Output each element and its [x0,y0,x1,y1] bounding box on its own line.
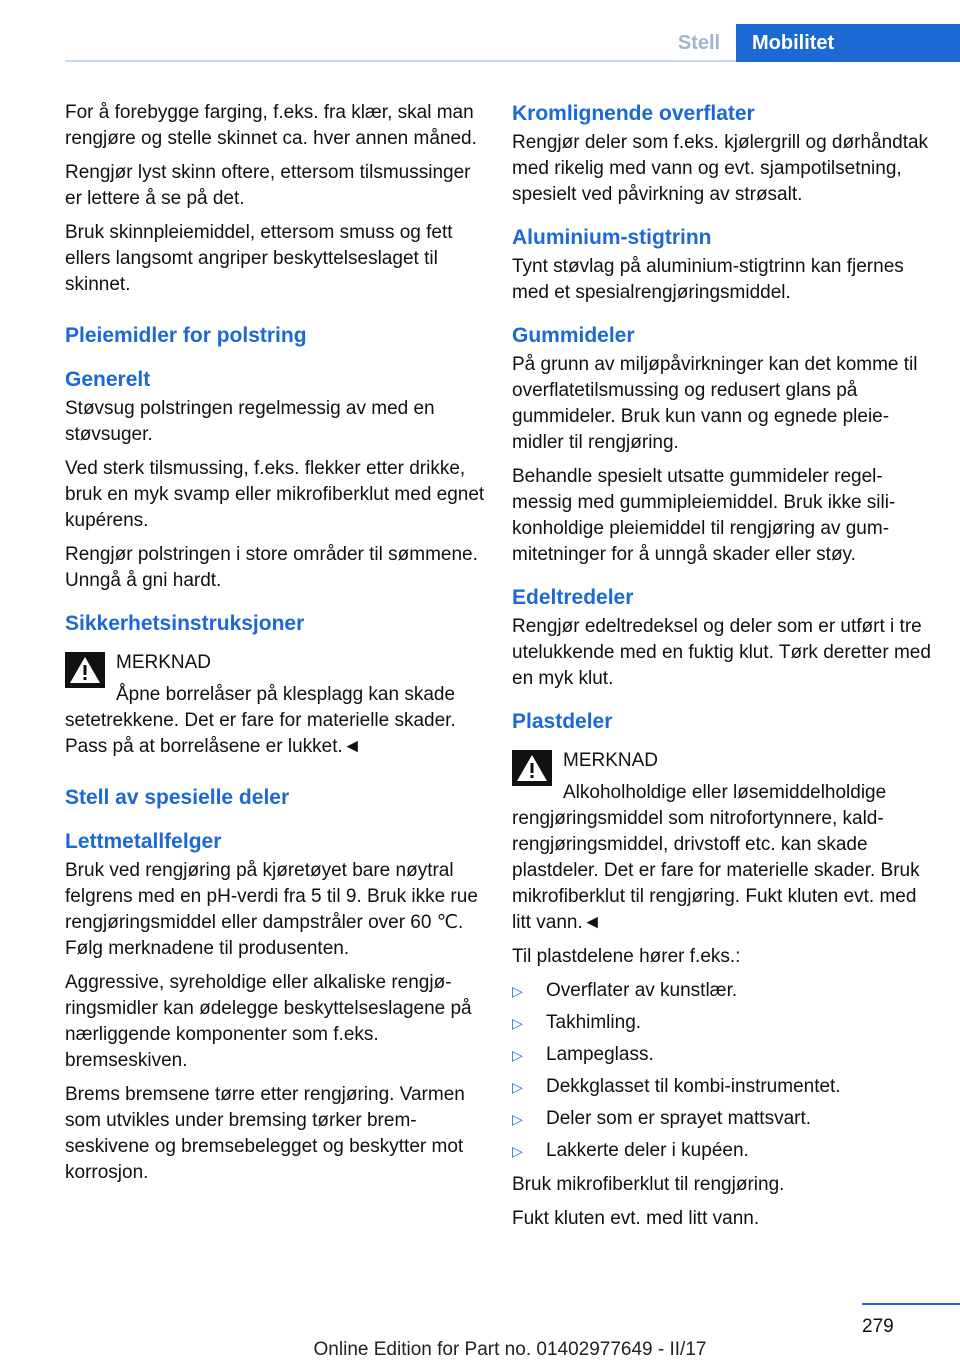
triangle-bullet-icon: ▷ [512,983,523,999]
paragraph: Brems bremsene tørre etter rengjøring. Varmen som utvikles under bremsing tørker bremseskivene og bremsebelegget og beskytter mot korrosjon. [65,1084,465,1183]
list-item-text: Takhimling. [546,1012,642,1033]
warning-triangle-icon [512,750,552,786]
list-item [512,1138,932,1164]
subheading-lettmetall: Lettmetallfelger [65,830,222,853]
triangle-bullet-icon: ▷ [512,1047,523,1063]
warning-label: MERKNAD [116,652,212,673]
subheading-sikkerhet: Sikkerhetsinstruksjoner [65,612,305,635]
tab-mobilitet[interactable]: Mobilitet [736,24,960,62]
paragraph: Rengjør deler som f.eks. kjølergrill og dørhåndtak med rikelig med vann og evt. sjampotilsetning, spesielt ved påvirkning av strøsalt. [512,132,929,205]
warning-text: Alkoholholdige eller løsemiddelholdige rengjøringsmiddel som nitrofortynnere, kaldrengjøringsmiddel, drivstoff etc. kan skade plastdeler. Det er fare for materielle skader. Bruk mikrofiberklut til rengjøring. Fukt kluten evt. med litt vann.◄ [512,782,920,933]
tab-stell[interactable]: Stell [677,32,721,54]
subheading-alu: Aluminium-stigtrinn [512,226,712,249]
paragraph: Rengjør edeltredeksel og deler som er utført i tre utelukkende med en fuktig klut. Tørk deretter med en myk klut. [512,616,931,689]
subheading-generelt: Generelt [65,368,151,391]
warning-note [65,650,485,760]
section-heading-polstring: Pleiemidler for polstring [65,324,307,347]
list-item-text: Lakkerte deler i kupéen. [546,1140,749,1161]
footer-rule [862,1303,960,1305]
list-item [512,1074,932,1100]
paragraph: Behandle spesielt utsatte gummideler regelmessig med gummipleiemiddel. Bruk ikke silikonholdige pleiemiddel til rengjøring av gummitetninger for å unngå skader eller støy. [512,466,896,565]
subheading-plast: Plastdeler [512,710,613,733]
list-item-text: Deler som er sprayet mattsvart. [546,1108,812,1129]
paragraph: Tynt støvlag på aluminium-stigtrinn kan fjernes med et spesialrengjøringsmiddel. [512,256,904,303]
paragraph: Bruk mikrofiberklut til rengjøring. [512,1174,785,1195]
paragraph: Til plastdelene hører f.eks.: [512,946,741,967]
paragraph: Støvsug polstringen regelmessig av med en støvsuger. [65,398,435,445]
paragraph: Ved sterk tilsmussing, f.eks. flekker etter drikke, bruk en myk svamp eller mikrofiberklut med egnet kupérens. [65,458,485,531]
left-column [65,100,485,1194]
paragraph: Rengjør polstringen i store områder til sømmene. Unngå å gni hardt. [65,544,478,591]
paragraph: Fukt kluten evt. med litt vann. [512,1208,760,1229]
paragraph: På grunn av miljøpåvirkninger kan det komme til overflatetilsmussing og redusert glans på gummideler. Bruk kun vann og egnede pleiemidler til rengjøring. [512,354,918,453]
list-item-text: Overflater av kunstlær. [546,980,738,1001]
list-item-text: Lampeglass. [546,1044,654,1065]
plastic-parts-list [512,978,932,1164]
subheading-edeltre: Edeltredeler [512,586,634,609]
paragraph: Bruk skinnpleiemiddel, ettersom smuss og fett ellers langsomt angriper beskyttelseslaget til skinnet. [65,222,453,295]
warning-label: MERKNAD [563,750,659,771]
paragraph: Rengjør lyst skinn oftere, ettersom tilsmussinger er lettere å se på det. [65,162,471,209]
list-item [512,1042,932,1068]
section-heading-spesielle: Stell av spesielle deler [65,786,290,809]
triangle-bullet-icon: ▷ [512,1079,523,1095]
list-item [512,1010,932,1036]
triangle-bullet-icon: ▷ [512,1015,523,1031]
triangle-bullet-icon: ▷ [512,1143,523,1159]
paragraph: For å forebygge farging, f.eks. fra klær, skal man rengjøre og stelle skinnet ca. hver annen måned. [65,102,477,149]
warning-triangle-icon [65,652,105,688]
list-item [512,978,932,1004]
list-item-text: Dekkglasset til kombi-instrumentet. [546,1076,841,1097]
list-item [512,1106,932,1132]
paragraph: Aggressive, syreholdige eller alkaliske rengjøringsmidler kan ødelegge beskyttelseslagene på nærliggende komponenter som f.eks. bremseskiven. [65,972,472,1071]
paragraph: Bruk ved rengjøring på kjøretøyet bare nøytral felgrens med en pH-verdi fra 5 til 9. Bruk ikke rue rengjøringsmiddel eller dampstråler over 60 ℃. Følg merknadene til produsenten. [65,860,478,959]
subheading-gummi: Gummideler [512,324,635,347]
warning-note [512,748,932,936]
triangle-bullet-icon: ▷ [512,1111,523,1127]
warning-text: Åpne borrelåser på klesplagg kan skade setetrekkene. Det er fare for materielle skader. Pass på at borrelåsene er lukket.◄ [65,684,456,757]
edition-footer: Online Edition for Part no. 01402977649 - II/17 [313,1339,707,1360]
page-number: 279 [862,1316,894,1337]
subheading-krom: Kromlignende overflater [512,102,755,125]
right-column [512,100,932,1240]
